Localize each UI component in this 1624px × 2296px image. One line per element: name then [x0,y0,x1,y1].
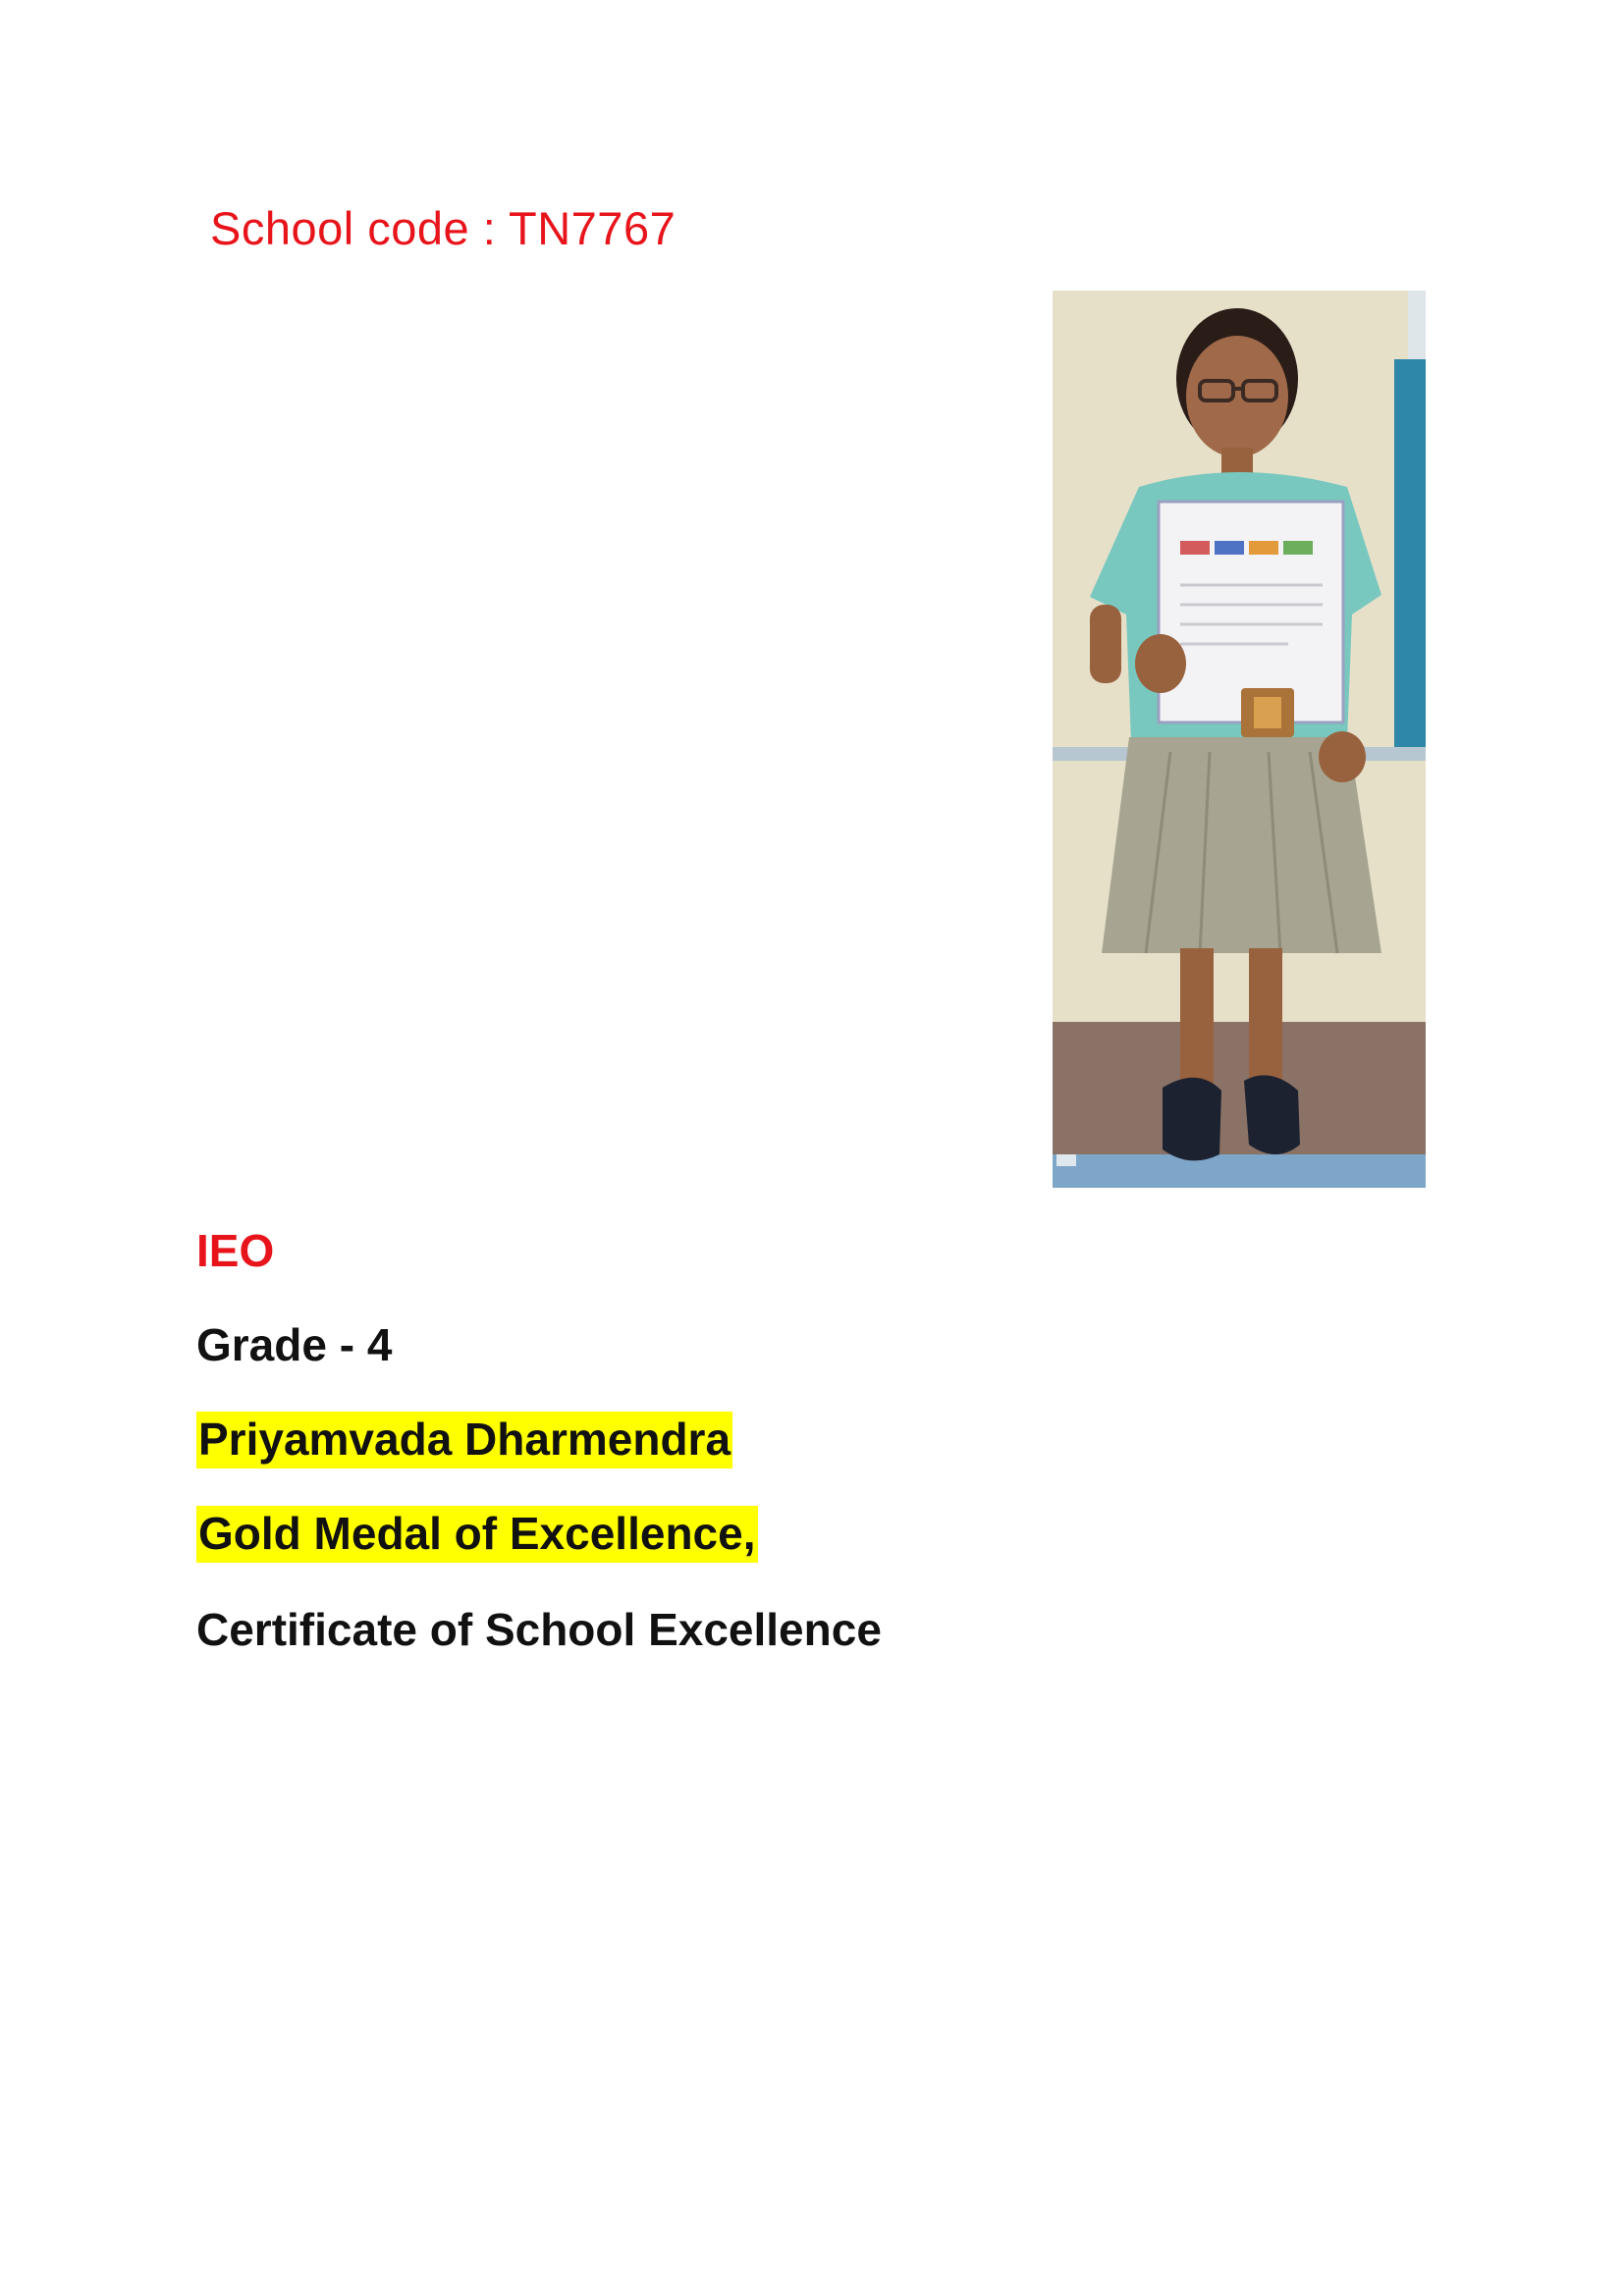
student-photo-illustration [1053,291,1426,1188]
school-code: School code : TN7767 [210,202,677,254]
student-photo [1053,291,1426,1188]
student-name: Priyamvada Dharmendra [196,1412,732,1468]
olympiad-name: IEO [196,1225,275,1276]
award-medal-line [196,1508,758,1560]
student-name-line [196,1414,732,1466]
award-certificate: Certificate of School Excellence [196,1604,882,1655]
grade-label: Grade - 4 [196,1319,393,1370]
award-medal: Gold Medal of Excellence, [196,1506,758,1563]
